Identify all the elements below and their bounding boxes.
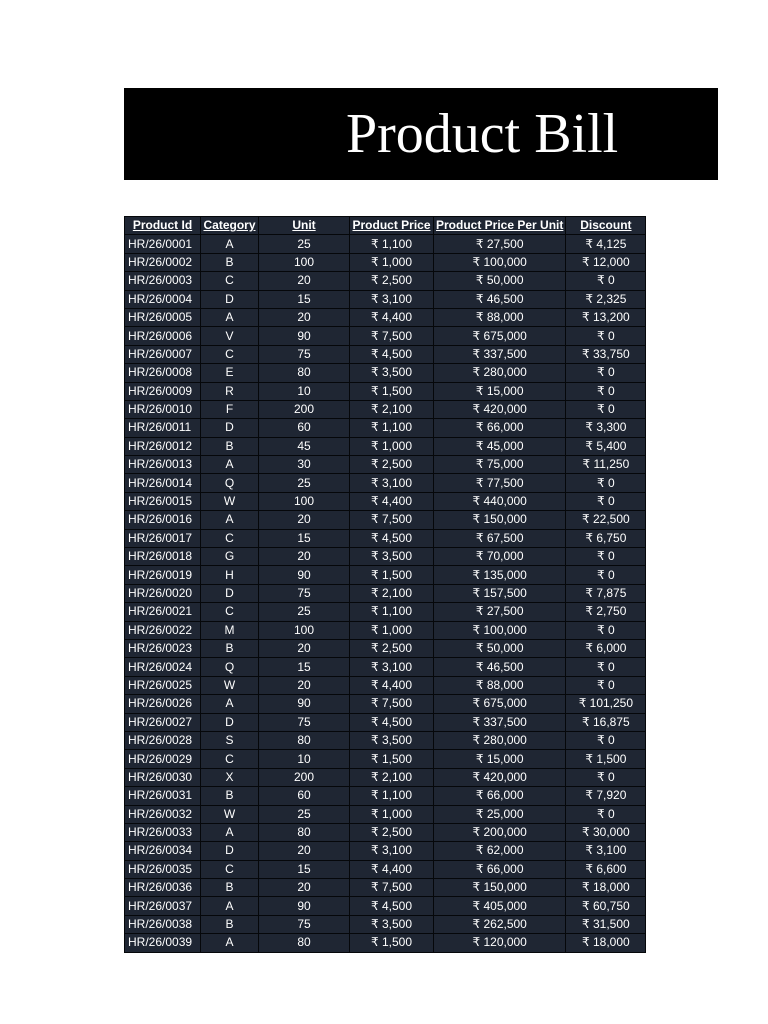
cell-category: H (201, 566, 259, 584)
cell-product-price-per-unit: ₹ 135,000 (434, 566, 566, 584)
cell-product-price: ₹ 1,000 (350, 253, 434, 271)
cell-unit: 20 (259, 639, 350, 657)
table-row (125, 713, 646, 731)
cell-discount: ₹ 30,000 (566, 823, 646, 841)
cell-product-price: ₹ 1,000 (350, 805, 434, 823)
cell-category: X (201, 768, 259, 786)
cell-category: V (201, 327, 259, 345)
cell-category: A (201, 308, 259, 326)
cell-discount: ₹ 0 (566, 566, 646, 584)
cell-product-price: ₹ 1,100 (350, 419, 434, 437)
column-header-product-price-per-unit: Product Price Per Unit (434, 217, 566, 235)
cell-unit: 100 (259, 621, 350, 639)
cell-discount: ₹ 0 (566, 400, 646, 418)
cell-category: D (201, 713, 259, 731)
cell-discount: ₹ 0 (566, 382, 646, 400)
cell-discount: ₹ 7,875 (566, 584, 646, 602)
cell-discount: ₹ 0 (566, 658, 646, 676)
cell-category: A (201, 511, 259, 529)
cell-category: D (201, 842, 259, 860)
cell-product-price-per-unit: ₹ 25,000 (434, 805, 566, 823)
table-row (125, 308, 646, 326)
cell-product-id: HR/26/0001 (125, 235, 201, 253)
cell-unit: 20 (259, 879, 350, 897)
cell-unit: 20 (259, 548, 350, 566)
cell-category: F (201, 400, 259, 418)
cell-product-price: ₹ 1,500 (350, 566, 434, 584)
cell-discount: ₹ 13,200 (566, 308, 646, 326)
cell-product-price-per-unit: ₹ 67,500 (434, 529, 566, 547)
cell-product-id: HR/26/0014 (125, 474, 201, 492)
cell-discount: ₹ 0 (566, 364, 646, 382)
cell-product-price: ₹ 4,400 (350, 492, 434, 510)
cell-unit: 20 (259, 676, 350, 694)
cell-product-id: HR/26/0023 (125, 639, 201, 657)
cell-discount: ₹ 2,750 (566, 603, 646, 621)
table-row (125, 437, 646, 455)
cell-product-price-per-unit: ₹ 46,500 (434, 290, 566, 308)
cell-product-price: ₹ 2,100 (350, 400, 434, 418)
cell-category: Q (201, 658, 259, 676)
cell-product-id: HR/26/0011 (125, 419, 201, 437)
cell-product-price-per-unit: ₹ 77,500 (434, 474, 566, 492)
table-row (125, 419, 646, 437)
cell-product-id: HR/26/0026 (125, 695, 201, 713)
cell-unit: 90 (259, 327, 350, 345)
cell-category: Q (201, 474, 259, 492)
cell-product-price: ₹ 1,000 (350, 621, 434, 639)
cell-discount: ₹ 0 (566, 272, 646, 290)
cell-discount: ₹ 6,600 (566, 860, 646, 878)
table-row (125, 879, 646, 897)
cell-product-price: ₹ 7,500 (350, 511, 434, 529)
cell-product-price: ₹ 2,100 (350, 768, 434, 786)
cell-product-id: HR/26/0005 (125, 308, 201, 326)
table-row (125, 621, 646, 639)
cell-category: W (201, 676, 259, 694)
cell-product-price-per-unit: ₹ 440,000 (434, 492, 566, 510)
cell-product-price: ₹ 7,500 (350, 879, 434, 897)
cell-discount: ₹ 18,000 (566, 879, 646, 897)
cell-category: R (201, 382, 259, 400)
table-row (125, 253, 646, 271)
table-row (125, 676, 646, 694)
cell-product-id: HR/26/0010 (125, 400, 201, 418)
cell-unit: 200 (259, 768, 350, 786)
cell-product-price-per-unit: ₹ 70,000 (434, 548, 566, 566)
cell-discount: ₹ 0 (566, 768, 646, 786)
cell-product-price: ₹ 3,100 (350, 290, 434, 308)
cell-discount: ₹ 3,300 (566, 419, 646, 437)
cell-product-price-per-unit: ₹ 157,500 (434, 584, 566, 602)
cell-unit: 75 (259, 915, 350, 933)
column-header-discount: Discount (566, 217, 646, 235)
cell-product-id: HR/26/0019 (125, 566, 201, 584)
cell-product-price: ₹ 7,500 (350, 695, 434, 713)
cell-product-price: ₹ 4,500 (350, 713, 434, 731)
cell-product-price-per-unit: ₹ 420,000 (434, 768, 566, 786)
table-row (125, 915, 646, 933)
cell-unit: 60 (259, 419, 350, 437)
table-row (125, 842, 646, 860)
table-row (125, 382, 646, 400)
cell-product-price: ₹ 3,500 (350, 364, 434, 382)
cell-product-price: ₹ 1,100 (350, 603, 434, 621)
cell-product-price: ₹ 3,500 (350, 915, 434, 933)
cell-category: B (201, 639, 259, 657)
table-row (125, 529, 646, 547)
cell-discount: ₹ 4,125 (566, 235, 646, 253)
cell-category: A (201, 934, 259, 952)
cell-product-price: ₹ 4,500 (350, 897, 434, 915)
cell-product-price-per-unit: ₹ 337,500 (434, 345, 566, 363)
cell-discount: ₹ 60,750 (566, 897, 646, 915)
cell-product-id: HR/26/0017 (125, 529, 201, 547)
cell-category: A (201, 456, 259, 474)
cell-discount: ₹ 7,920 (566, 787, 646, 805)
cell-unit: 25 (259, 474, 350, 492)
cell-unit: 20 (259, 842, 350, 860)
cell-product-id: HR/26/0015 (125, 492, 201, 510)
cell-unit: 90 (259, 695, 350, 713)
cell-category: D (201, 419, 259, 437)
cell-unit: 45 (259, 437, 350, 455)
cell-product-price: ₹ 4,400 (350, 860, 434, 878)
cell-category: C (201, 272, 259, 290)
cell-category: C (201, 529, 259, 547)
cell-product-price-per-unit: ₹ 66,000 (434, 787, 566, 805)
cell-category: A (201, 823, 259, 841)
cell-product-price-per-unit: ₹ 46,500 (434, 658, 566, 676)
cell-discount: ₹ 3,100 (566, 842, 646, 860)
cell-category: C (201, 750, 259, 768)
cell-product-id: HR/26/0003 (125, 272, 201, 290)
table-row (125, 364, 646, 382)
cell-unit: 90 (259, 566, 350, 584)
cell-product-id: HR/26/0029 (125, 750, 201, 768)
cell-product-id: HR/26/0009 (125, 382, 201, 400)
table-row (125, 456, 646, 474)
table-row (125, 860, 646, 878)
cell-product-id: HR/26/0007 (125, 345, 201, 363)
table-row (125, 768, 646, 786)
cell-product-id: HR/26/0006 (125, 327, 201, 345)
cell-discount: ₹ 2,325 (566, 290, 646, 308)
table-row (125, 566, 646, 584)
cell-product-price: ₹ 4,500 (350, 529, 434, 547)
cell-product-id: HR/26/0012 (125, 437, 201, 455)
cell-unit: 10 (259, 382, 350, 400)
cell-product-price-per-unit: ₹ 88,000 (434, 676, 566, 694)
cell-product-id: HR/26/0035 (125, 860, 201, 878)
cell-unit: 20 (259, 511, 350, 529)
table-row (125, 235, 646, 253)
cell-product-price-per-unit: ₹ 200,000 (434, 823, 566, 841)
cell-unit: 25 (259, 235, 350, 253)
cell-product-price: ₹ 1,100 (350, 235, 434, 253)
cell-product-price-per-unit: ₹ 405,000 (434, 897, 566, 915)
cell-unit: 80 (259, 731, 350, 749)
cell-product-id: HR/26/0032 (125, 805, 201, 823)
cell-product-price-per-unit: ₹ 15,000 (434, 750, 566, 768)
cell-product-price: ₹ 4,400 (350, 308, 434, 326)
cell-unit: 80 (259, 823, 350, 841)
cell-category: B (201, 915, 259, 933)
cell-unit: 10 (259, 750, 350, 768)
cell-category: A (201, 235, 259, 253)
cell-category: B (201, 437, 259, 455)
cell-product-id: HR/26/0022 (125, 621, 201, 639)
table-row (125, 327, 646, 345)
table-row (125, 787, 646, 805)
cell-unit: 75 (259, 713, 350, 731)
cell-product-price: ₹ 1,100 (350, 787, 434, 805)
cell-unit: 20 (259, 308, 350, 326)
cell-unit: 75 (259, 584, 350, 602)
table-row (125, 474, 646, 492)
cell-product-price-per-unit: ₹ 50,000 (434, 639, 566, 657)
cell-product-id: HR/26/0025 (125, 676, 201, 694)
cell-category: C (201, 860, 259, 878)
table-row (125, 639, 646, 657)
table-row (125, 658, 646, 676)
cell-product-price-per-unit: ₹ 100,000 (434, 621, 566, 639)
cell-product-id: HR/26/0020 (125, 584, 201, 602)
cell-unit: 15 (259, 290, 350, 308)
cell-product-id: HR/26/0024 (125, 658, 201, 676)
cell-unit: 15 (259, 529, 350, 547)
cell-product-id: HR/26/0030 (125, 768, 201, 786)
cell-category: S (201, 731, 259, 749)
table-row (125, 272, 646, 290)
table-row (125, 603, 646, 621)
cell-product-id: HR/26/0036 (125, 879, 201, 897)
cell-product-price-per-unit: ₹ 420,000 (434, 400, 566, 418)
cell-product-price: ₹ 1,500 (350, 382, 434, 400)
table-row (125, 750, 646, 768)
table-row (125, 548, 646, 566)
cell-product-id: HR/26/0021 (125, 603, 201, 621)
cell-unit: 80 (259, 364, 350, 382)
cell-discount: ₹ 0 (566, 492, 646, 510)
table-row (125, 400, 646, 418)
table-row (125, 823, 646, 841)
cell-product-price-per-unit: ₹ 62,000 (434, 842, 566, 860)
cell-unit: 25 (259, 603, 350, 621)
cell-product-id: HR/26/0039 (125, 934, 201, 952)
cell-product-id: HR/26/0031 (125, 787, 201, 805)
table-row (125, 731, 646, 749)
cell-category: D (201, 290, 259, 308)
cell-category: D (201, 584, 259, 602)
cell-category: G (201, 548, 259, 566)
cell-product-price-per-unit: ₹ 15,000 (434, 382, 566, 400)
cell-product-price: ₹ 1,500 (350, 934, 434, 952)
cell-discount: ₹ 16,875 (566, 713, 646, 731)
cell-discount: ₹ 0 (566, 731, 646, 749)
cell-unit: 100 (259, 253, 350, 271)
cell-product-price-per-unit: ₹ 66,000 (434, 860, 566, 878)
cell-discount: ₹ 6,750 (566, 529, 646, 547)
table-header-row (125, 217, 646, 235)
table-row (125, 345, 646, 363)
cell-discount: ₹ 0 (566, 327, 646, 345)
table-row (125, 934, 646, 952)
cell-product-price: ₹ 3,100 (350, 842, 434, 860)
cell-product-price-per-unit: ₹ 337,500 (434, 713, 566, 731)
cell-product-price-per-unit: ₹ 100,000 (434, 253, 566, 271)
cell-product-price: ₹ 2,500 (350, 823, 434, 841)
table-row (125, 695, 646, 713)
cell-unit: 60 (259, 787, 350, 805)
cell-discount: ₹ 0 (566, 805, 646, 823)
cell-unit: 30 (259, 456, 350, 474)
cell-category: W (201, 805, 259, 823)
cell-unit: 100 (259, 492, 350, 510)
column-header-unit: Unit (259, 217, 350, 235)
cell-product-price-per-unit: ₹ 675,000 (434, 327, 566, 345)
cell-product-price: ₹ 2,500 (350, 456, 434, 474)
cell-category: C (201, 345, 259, 363)
cell-discount: ₹ 18,000 (566, 934, 646, 952)
cell-discount: ₹ 6,000 (566, 639, 646, 657)
cell-product-price-per-unit: ₹ 50,000 (434, 272, 566, 290)
cell-product-price-per-unit: ₹ 120,000 (434, 934, 566, 952)
cell-unit: 25 (259, 805, 350, 823)
cell-product-price-per-unit: ₹ 262,500 (434, 915, 566, 933)
column-header-product-id: Product Id (125, 217, 201, 235)
cell-category: B (201, 253, 259, 271)
cell-product-price: ₹ 7,500 (350, 327, 434, 345)
product-bill-table (124, 216, 646, 953)
cell-unit: 20 (259, 272, 350, 290)
table-row (125, 584, 646, 602)
cell-category: B (201, 879, 259, 897)
cell-discount: ₹ 33,750 (566, 345, 646, 363)
cell-product-price: ₹ 2,500 (350, 639, 434, 657)
cell-product-price: ₹ 4,400 (350, 676, 434, 694)
cell-product-price: ₹ 3,500 (350, 731, 434, 749)
cell-product-id: HR/26/0027 (125, 713, 201, 731)
cell-product-price: ₹ 1,000 (350, 437, 434, 455)
cell-product-price: ₹ 3,100 (350, 658, 434, 676)
cell-product-price: ₹ 4,500 (350, 345, 434, 363)
cell-product-id: HR/26/0002 (125, 253, 201, 271)
cell-product-price: ₹ 2,100 (350, 584, 434, 602)
cell-category: C (201, 603, 259, 621)
table-row (125, 511, 646, 529)
cell-unit: 90 (259, 897, 350, 915)
column-header-product-price: Product Price (350, 217, 434, 235)
cell-product-price-per-unit: ₹ 88,000 (434, 308, 566, 326)
cell-product-price-per-unit: ₹ 27,500 (434, 603, 566, 621)
cell-product-price: ₹ 1,500 (350, 750, 434, 768)
cell-unit: 80 (259, 934, 350, 952)
cell-product-id: HR/26/0013 (125, 456, 201, 474)
cell-product-price: ₹ 2,500 (350, 272, 434, 290)
cell-category: M (201, 621, 259, 639)
cell-discount: ₹ 1,500 (566, 750, 646, 768)
cell-unit: 15 (259, 658, 350, 676)
cell-unit: 75 (259, 345, 350, 363)
cell-product-price-per-unit: ₹ 280,000 (434, 364, 566, 382)
cell-unit: 15 (259, 860, 350, 878)
cell-category: B (201, 787, 259, 805)
cell-discount: ₹ 12,000 (566, 253, 646, 271)
cell-product-price: ₹ 3,100 (350, 474, 434, 492)
table-row (125, 897, 646, 915)
cell-product-id: HR/26/0016 (125, 511, 201, 529)
cell-discount: ₹ 22,500 (566, 511, 646, 529)
table-row (125, 290, 646, 308)
cell-discount: ₹ 101,250 (566, 695, 646, 713)
table-body (125, 235, 646, 952)
table-row (125, 805, 646, 823)
cell-discount: ₹ 0 (566, 621, 646, 639)
cell-category: E (201, 364, 259, 382)
cell-category: W (201, 492, 259, 510)
cell-product-price-per-unit: ₹ 66,000 (434, 419, 566, 437)
cell-discount: ₹ 0 (566, 474, 646, 492)
cell-product-id: HR/26/0008 (125, 364, 201, 382)
cell-product-id: HR/26/0018 (125, 548, 201, 566)
cell-discount: ₹ 31,500 (566, 915, 646, 933)
cell-product-price-per-unit: ₹ 150,000 (434, 511, 566, 529)
cell-product-price-per-unit: ₹ 675,000 (434, 695, 566, 713)
cell-product-price-per-unit: ₹ 27,500 (434, 235, 566, 253)
cell-category: A (201, 897, 259, 915)
column-header-category: Category (201, 217, 259, 235)
cell-product-price-per-unit: ₹ 150,000 (434, 879, 566, 897)
cell-product-price-per-unit: ₹ 280,000 (434, 731, 566, 749)
cell-discount: ₹ 11,250 (566, 456, 646, 474)
cell-product-id: HR/26/0028 (125, 731, 201, 749)
cell-product-price-per-unit: ₹ 75,000 (434, 456, 566, 474)
cell-category: A (201, 695, 259, 713)
page-title: Product Bill (346, 103, 619, 165)
cell-product-id: HR/26/0037 (125, 897, 201, 915)
cell-product-id: HR/26/0038 (125, 915, 201, 933)
cell-discount: ₹ 0 (566, 676, 646, 694)
cell-product-id: HR/26/0033 (125, 823, 201, 841)
title-banner (124, 88, 718, 180)
cell-product-price-per-unit: ₹ 45,000 (434, 437, 566, 455)
cell-product-id: HR/26/0034 (125, 842, 201, 860)
cell-discount: ₹ 5,400 (566, 437, 646, 455)
cell-product-id: HR/26/0004 (125, 290, 201, 308)
cell-discount: ₹ 0 (566, 548, 646, 566)
cell-unit: 200 (259, 400, 350, 418)
cell-product-price: ₹ 3,500 (350, 548, 434, 566)
table-row (125, 492, 646, 510)
